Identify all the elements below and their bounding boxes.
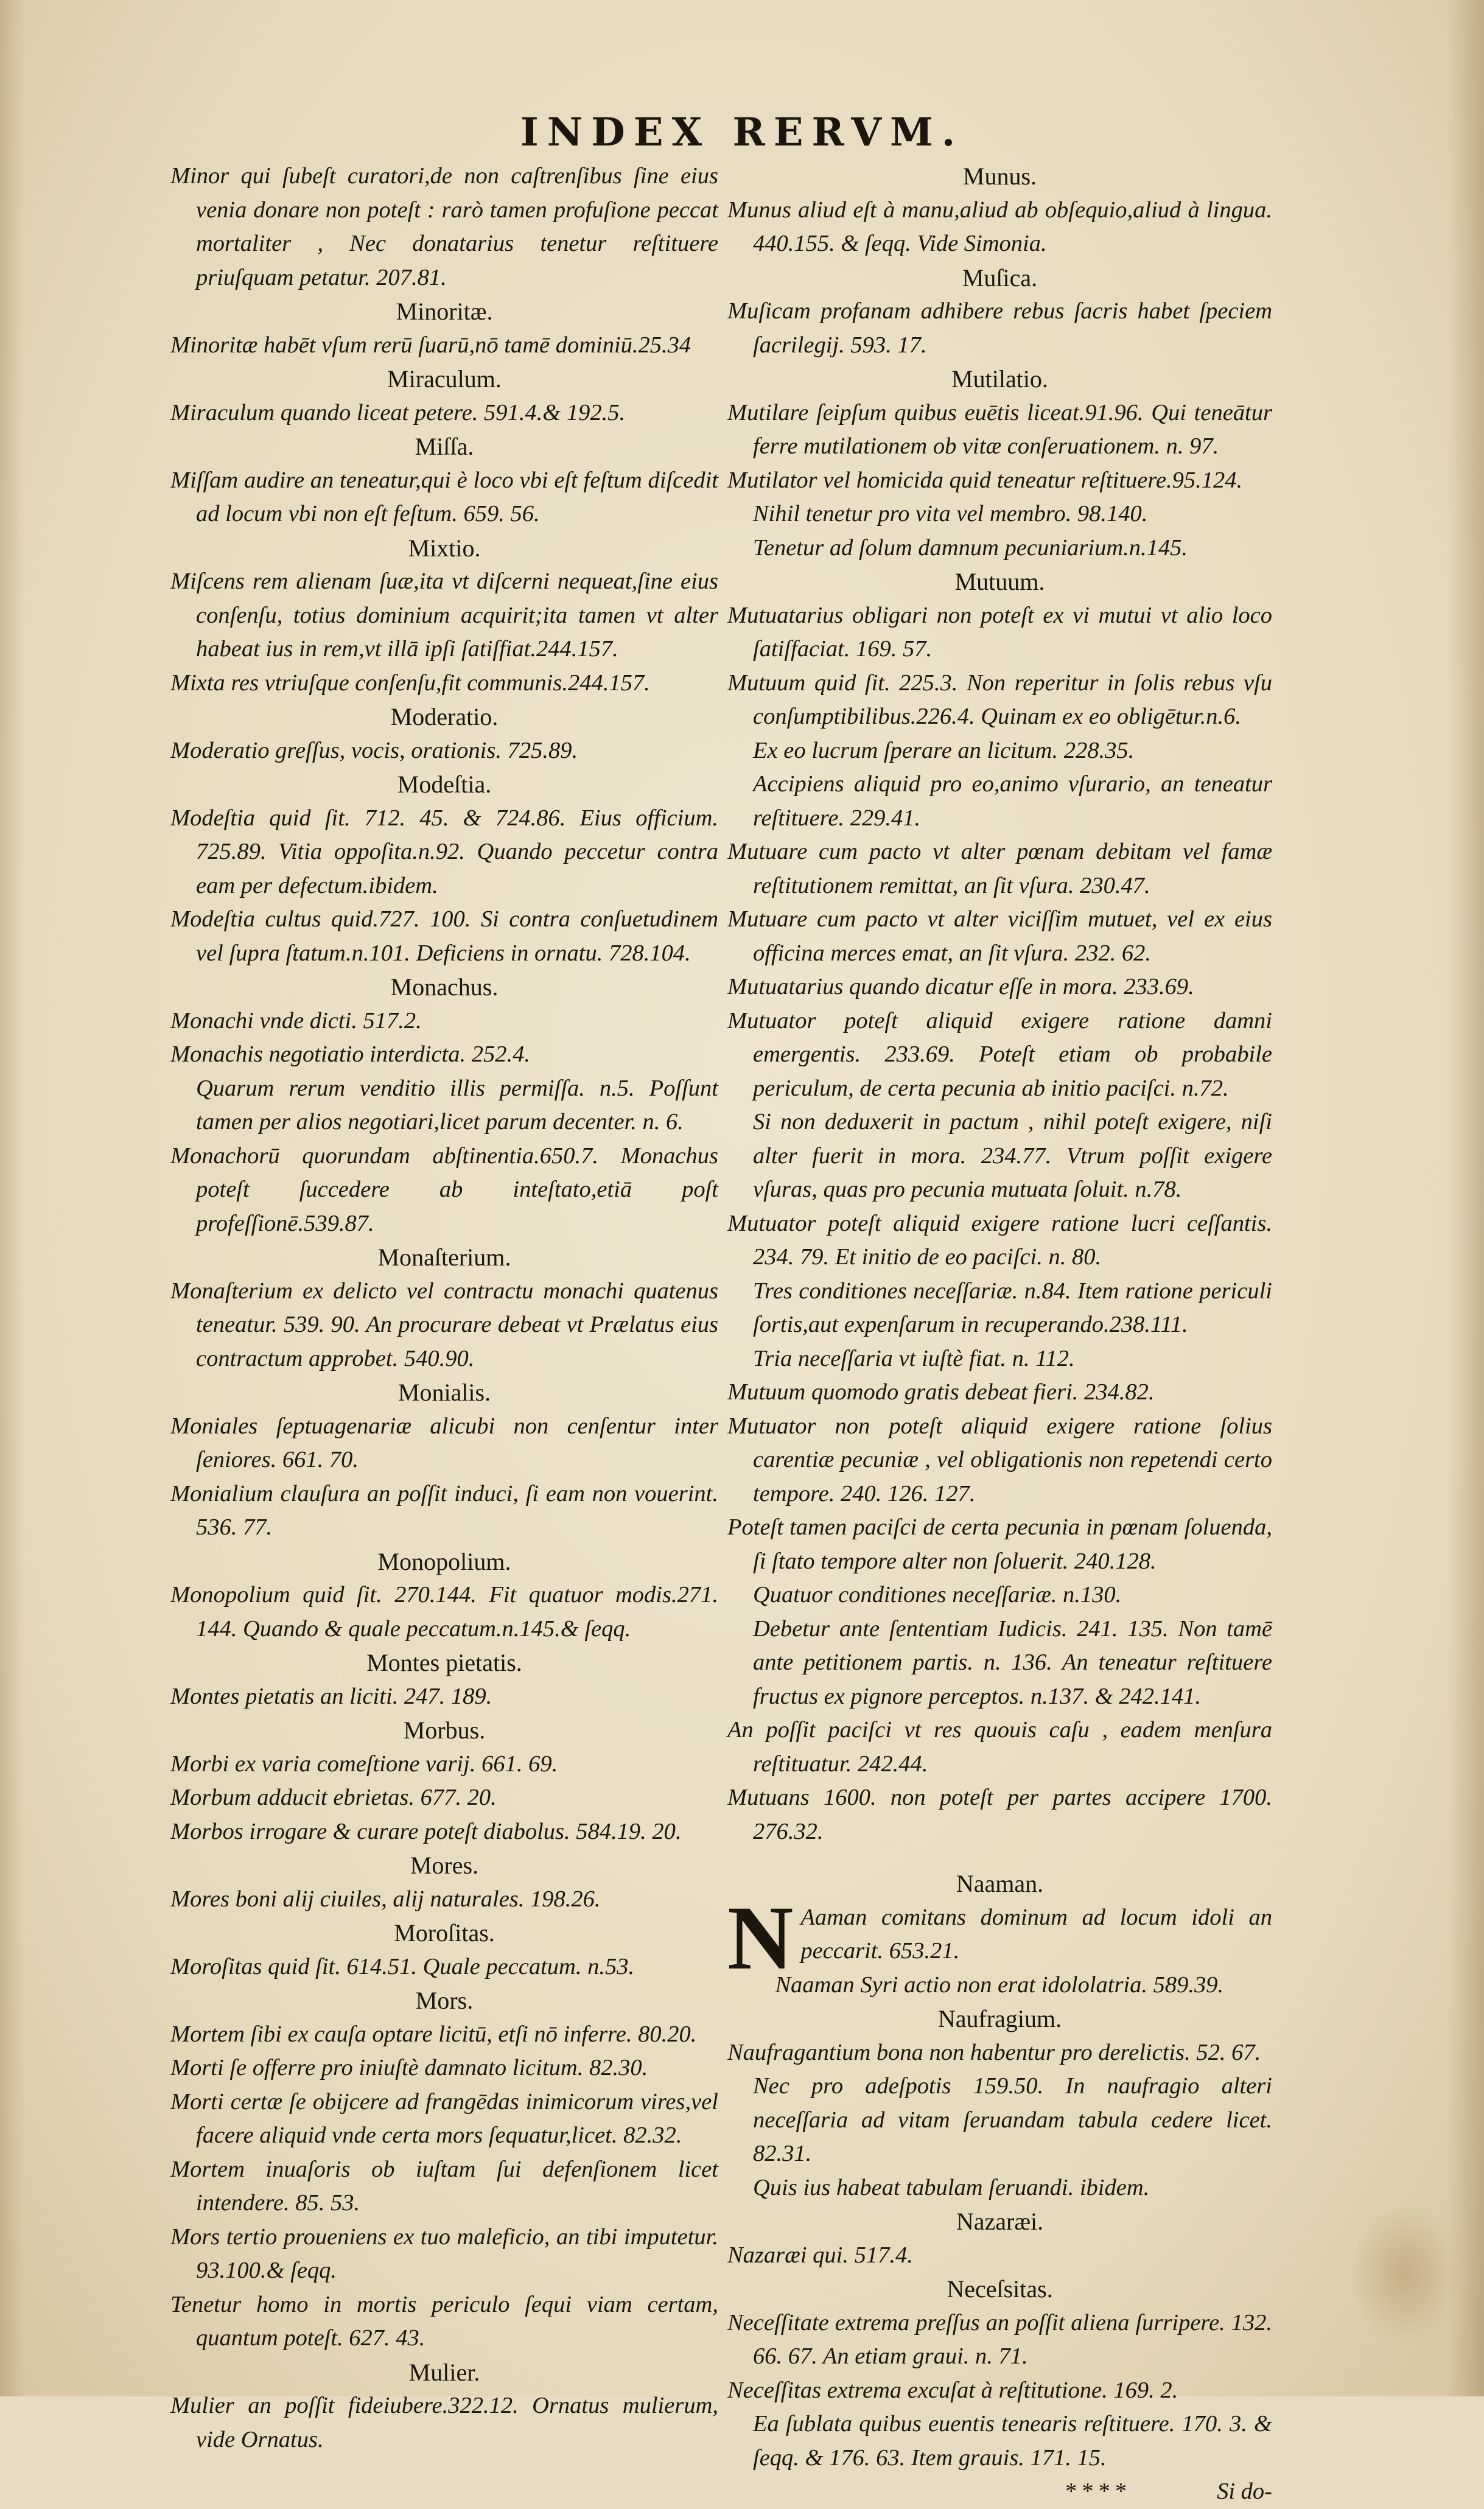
index-entry: Moniales ſeptuagenariæ alicubi non cenſentur inter ſeniores. 661. 70. [170,1413,718,1472]
index-heading: Mutilatio. [951,365,1048,393]
index-subentry: Quis ius habeat tabulam ſeruandi. ibidem. [753,2174,1150,2200]
index-entry: Monachorū quorundam abſtinentia.650.7. Monachus poteſt ſuccedere ab inteſtato,etiā poſt profeſſionē.539.87. [170,1143,718,1236]
index-subentry: Si non deduxerit in pactum , nihil poteſt exigere, niſi alter fuerit in mora. 234.77. Vtrum poſſit exigere vſuras, quas pro pecunia mutuata ſoluit. n.78. [753,1109,1272,1202]
index-entry: Mutuator poteſt aliquid exigere ratione lucri ceſſantis. 234. 79. Et initio de eo paciſci. n. 80. [727,1210,1272,1270]
index-entry: Mutuare cum pacto vt alter viciſſim mutuet, vel ex eius officina merces emat, an ſit vſura. 232. 62. [727,906,1272,966]
index-column-right [727,159,1272,2509]
page-footer [727,2475,1272,2509]
index-heading: Monopolium. [377,1547,511,1575]
index-subentry: Nec pro adeſpotis 159.50. In naufragio alteri neceſſaria ad vitam ſeruandam tabula cedere licet. 82.31. [753,2073,1272,2166]
index-subentry: Quarum rerum venditio illis permiſſa. n.5. Poſſunt tamen per alios negotiari,licet parum decenter. n. 6. [196,1075,718,1135]
index-entry: Minor qui ſubeſt curatori,de non caſtrenſibus ſine eius venia donare non poteſt : rarò tamen profuſione peccat mortaliter , Nec donatarius tenetur reſtituere priuſquam petatur. 207.81. [170,163,718,290]
index-entry: Mutuum quomodo gratis debeat fieri. 234.82. [727,1379,1155,1405]
index-entry: Mulier an poſſit fideiubere.322.12. Ornatus mulierum, vide Ornatus. [170,2393,718,2452]
index-entry: Monaſterium ex delicto vel contractu monachi quatenus teneatur. 539. 90. An procurare debeat vt Prælatus eius contractum approbet. 540.90. [170,1278,718,1371]
index-entry: Morbos irrogare & curare poteſt diabolus. 584.19. 20. [170,1818,682,1844]
running-header: INDEX RERVM. [520,110,964,155]
catchword: Si do- [1217,2479,1272,2504]
index-entry-text: Aaman comitans dominum ad locum idoli an peccarit. 653.21. [800,1904,1272,1964]
index-entry: Miſſam audire an teneatur,qui è loco vbi eſt feſtum diſcedit ad locum vbi non eſt feſtum. 659. 56. [170,467,718,527]
index-heading: Mores. [410,1852,479,1879]
index-column-left [170,159,718,2457]
index-entry: Neceſſitas extrema excuſat à reſtitutione. 169. 2. [727,2377,1178,2403]
index-heading: Miraculum. [387,365,502,393]
signature-mark: **** [1065,2479,1132,2504]
index-entry: Mutuum quid ſit. 225.3. Non reperitur in ſolis rebus vſu conſumptibilibus.226.4. Quinam ex eo obligētur.n.6. [727,670,1272,729]
index-heading: Naufragium. [937,2005,1062,2032]
index-entry: Monialium clauſura an poſſit induci, ſi eam non vouerint. 536. 77. [170,1480,718,1540]
index-entry: Neceſſitate extrema preſſus an poſſit aliena ſurripere. 132. 66. 67. An etiam graui. n. 71. [727,2309,1272,2369]
index-heading: Minoritæ. [396,298,493,325]
index-heading: Mixtio. [408,534,481,562]
index-entry: Moderatio greſſus, vocis, orationis. 725.89. [170,737,578,763]
index-entry: Monopolium quid ſit. 270.144. Fit quatuor modis.271. 144. Quando & quale peccatum.n.145.& ſeqq. [170,1582,718,1642]
index-entry: Mores boni alij ciuiles, alij naturales. 198.26. [170,1886,601,1912]
section-gap [727,1849,1272,1867]
index-heading: Muſica. [962,264,1038,292]
index-entry: Mortem inuaſoris ob iuſtam ſui defenſionem licet intendere. 85. 53. [170,2156,718,2216]
index-entry: Mors tertio proueniens ex tuo maleficio, an tibi imputetur. 93.100.& ſeqq. [170,2224,718,2283]
index-subentry: Tenetur ad ſolum damnum pecuniarium.n.145. [753,534,1188,561]
index-entry: Mutuator poteſt aliquid exigere ratione damni emergentis. 233.69. Poteſt etiam ob probabile periculum, de certa pecunia ab initio paciſci. n.72. [727,1007,1272,1101]
index-heading: Montes pietatis. [366,1649,522,1676]
index-entry: Mutuator non poteſt aliquid exigere ratione ſolius carentiæ pecuniæ , vel obligationis non repetendi certo tempore. 240. 126. 127. [727,1413,1272,1506]
index-entry: Modeſtia quid ſit. 712. 45. & 724.86. Eius officium. 725.89. Vitia oppoſita.n.92. Quando peccetur contra eam per defectum.ibidem. [170,805,718,898]
page-edge-shadow-right [1447,0,1484,2396]
index-heading: Mulier. [408,2358,480,2386]
index-subentry: Quatuor conditiones neceſſariæ. n.130. [753,1582,1122,1608]
index-entry: Mutilator vel homicida quid teneatur reſtituere.95.124. [727,467,1243,493]
index-entry: Minoritæ habēt vſum rerū ſuarū,nō tamē dominiū.25.34 [170,332,691,358]
index-entry: Mutuare cum pacto vt alter pœnam debitam vel famæ reſtitutionem remittat, an ſit vſura. 230.47. [727,839,1272,898]
index-entry: Mutuatarius obligari non poteſt ex vi mutui vt alio loco ſatiſfaciat. 169. 57. [727,602,1272,662]
index-entry: Morbi ex varia comeſtione varij. 661. 69. [170,1751,558,1777]
index-entry: Monachis negotiatio interdicta. 252.4. [170,1041,530,1067]
index-heading: Neceſsitas. [947,2275,1053,2303]
index-heading: Munus. [962,163,1037,190]
page-edge-shadow-left [0,0,24,2396]
index-entry: Munus aliud eſt à manu,aliud ab obſequio,aliud à lingua. 440.155. & ſeqq. Vide Simonia. [727,197,1272,256]
index-heading: Moroſitas. [394,1919,495,1947]
index-heading: Moderatio. [390,703,499,730]
index-subentry: Tres conditiones neceſſariæ. n.84. Item ratione periculi ſortis,aut expenſarum in recuperando.238.111. [753,1278,1272,1337]
index-subentry: Accipiens aliquid pro eo,animo vſurario, an teneatur reſtituere. 229.41. [753,771,1272,831]
index-heading: Naaman. [956,1870,1044,1897]
index-entry: Miraculum quando liceat petere. 591.4.& 192.5. [170,399,626,425]
index-heading: Mutuum. [954,568,1045,595]
index-heading: Modeſtia. [397,771,492,798]
index-entry: Nazaræi qui. 517.4. [727,2242,913,2268]
index-entry: Morti ſe offerre pro iniuſtè damnato licitum. 82.30. [170,2055,648,2080]
paper-stain [1350,2203,1460,2343]
index-entry: Muſicam profanam adhibere rebus ſacris habet ſpeciem ſacrilegij. 593. 17. [727,298,1272,358]
index-entry: Mutuatarius quando dicatur eſſe in mora. 233.69. [727,974,1194,999]
index-heading: Monaſterium. [377,1244,511,1271]
index-entry: Mixta res vtriuſque conſenſu,fit communis.244.157. [170,670,650,696]
index-entry: Mutuans 1600. non poteſt per partes accipere 1700. 276.32. [727,1785,1272,1844]
index-heading: Morbus. [403,1716,486,1744]
index-heading: Mors. [415,1987,474,2014]
drop-capital: N [727,1887,794,1989]
index-entry: Mutilare ſeipſum quibus euētis liceat.91.96. Qui teneātur ferre mutilationem ob vitæ conſeruationem. n. 97. [727,399,1272,459]
index-subentry: Ex eo lucrum ſperare an licitum. 228.35. [753,737,1135,763]
index-entry: Poteſt tamen paciſci de certa pecunia in pœnam ſoluenda, ſi ſtato tempore alter non ſoluerit. 240.128. [727,1514,1272,1574]
index-entry: Morti certæ ſe obijcere ad frangēdas inimicorum vires,vel facere aliquid vnde certa mors ſequatur,licet. 82.32. [170,2088,718,2148]
index-entry: Naaman Syri actio non erat idololatria. 589.39. [775,1972,1224,1998]
index-entry: Morbum adducit ebrietas. 677. 20. [170,1785,497,1810]
index-subentry: Tria neceſſaria vt iuſtè fiat. n. 112. [753,1345,1075,1371]
index-heading: Monialis. [397,1379,491,1406]
index-entry: Mortem ſibi ex cauſa optare licitū, etſi nō inferre. 80.20. [170,2021,697,2047]
index-entry: Tenetur homo in mortis periculo ſequi viam certam, quantum poteſt. 627. 43. [170,2291,718,2351]
index-entry: Modeſtia cultus quid.727. 100. Si contra conſuetudinem vel ſupra ſtatum.n.101. Deficiens in ornatu. 728.104. [170,906,718,966]
index-entry: Naufragantium bona non habentur pro derelictis. 52. 67. [727,2039,1261,2065]
index-subentry: Nihil tenetur pro vita vel membro. 98.140. [753,501,1148,527]
index-subentry: Debetur ante ſententiam Iudicis. 241. 135. Non tamē ante petitionem partis. n. 136. An teneatur reſtituere fructus ex pignore perceptos. n.137. & 242.141. [753,1615,1272,1709]
index-heading: Nazaræi. [956,2208,1044,2235]
index-entry: Monachi vnde dicti. 517.2. [170,1007,422,1034]
index-heading: Monachus. [390,973,499,1001]
index-entry: An poſſit paciſci vt res quouis caſu , eadem menſura reſtituatur. 242.44. [727,1717,1272,1777]
index-entry: Moroſitas quid ſit. 614.51. Quale peccatum. n.53. [170,1953,635,1979]
index-entry: Montes pietatis an liciti. 247. 189. [170,1683,492,1709]
index-heading: Miſſa. [415,433,474,460]
index-subentry: Ea ſublata quibus euentis tenearis reſtituere. 170. 3. & ſeqq. & 176. 63. Item grauis. 171. 15. [753,2411,1272,2471]
index-entry: Miſcens rem alienam ſuæ,ita vt diſcerni nequeat,ſine eius conſenſu, totius dominium acquirit;ita tamen vt alter habeat ius in rem,vt illā ipſi ſatiſfiat.244.157. [170,569,718,662]
